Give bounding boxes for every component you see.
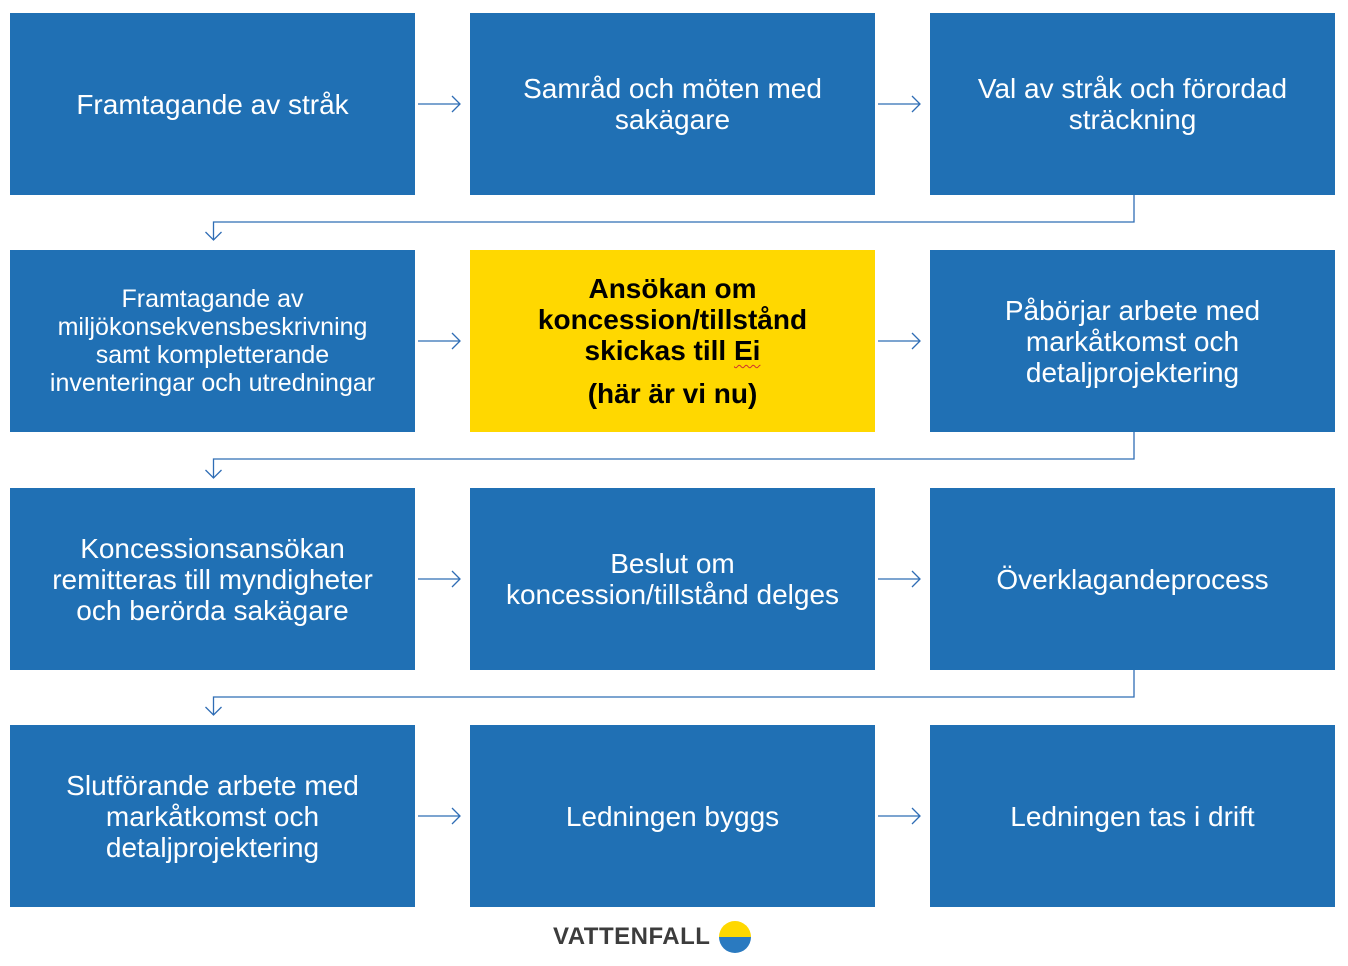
process-step-9 xyxy=(930,488,1335,670)
logo-wordmark: VATTENFALL xyxy=(553,923,711,950)
highlight-word: Ei xyxy=(733,335,761,366)
step-text-line: och berörda sakägare xyxy=(76,594,349,626)
process-step-3 xyxy=(930,13,1335,195)
process-step-11 xyxy=(470,725,875,907)
step-text-line: Påbörjar arbete med xyxy=(1004,294,1261,326)
step-text-fragment: skickas till xyxy=(584,335,734,366)
step-text-line: inventeringar och utredningar xyxy=(49,369,376,397)
step-text-line: Ledningen byggs xyxy=(565,800,780,832)
current-status-note: (här är vi nu) xyxy=(587,378,758,409)
step-text-line: Slutförande arbete med xyxy=(66,769,359,801)
step-text-line: samt kompletterande xyxy=(95,341,330,369)
step-text-line: koncession/tillstånd delges xyxy=(505,579,840,610)
step-text-line: koncession/tillstånd xyxy=(537,304,808,335)
process-step-6 xyxy=(930,250,1335,432)
step-text-line: sakägare xyxy=(614,104,731,135)
step-text-line xyxy=(585,335,761,366)
step-text-line: markåtkomst och xyxy=(105,800,320,832)
process-step-1 xyxy=(10,13,415,195)
step-text-line: Koncessionsansökan xyxy=(80,532,345,564)
step-text-line: Beslut om xyxy=(610,548,735,579)
process-step-8 xyxy=(470,488,875,670)
process-step-12 xyxy=(930,725,1335,907)
step-text-line: detaljprojektering xyxy=(1025,356,1240,388)
elbow-connector xyxy=(214,432,1135,478)
step-text-line: detaljprojektering xyxy=(105,831,320,863)
elbow-connector xyxy=(214,670,1135,715)
step-text-line: sträckning xyxy=(1068,104,1197,135)
step-text-line: Ledningen tas i drift xyxy=(1010,800,1255,832)
process-step-4 xyxy=(10,250,415,432)
step-text-line: Framtagande av stråk xyxy=(76,88,349,120)
process-step-2 xyxy=(470,13,875,195)
step-text-line: miljökonsekvensbeskrivning xyxy=(57,313,368,341)
step-text-line: Val av stråk och förordad xyxy=(977,73,1288,104)
vattenfall-logo xyxy=(553,918,752,956)
process-step-5 xyxy=(470,250,875,432)
process-step-10 xyxy=(10,725,415,907)
step-text-line: remitteras till myndigheter xyxy=(52,563,373,595)
step-text-line: markåtkomst och xyxy=(1025,325,1240,357)
elbow-connector xyxy=(214,195,1135,240)
step-text-line: Ansökan om xyxy=(588,273,757,304)
step-text-line: Samråd och möten med xyxy=(523,73,822,104)
process-step-7 xyxy=(10,488,415,670)
step-text-line: Framtagande av xyxy=(121,285,304,313)
vattenfall-sun-water-icon xyxy=(718,920,752,954)
step-text-line: Överklagandeprocess xyxy=(996,563,1269,595)
